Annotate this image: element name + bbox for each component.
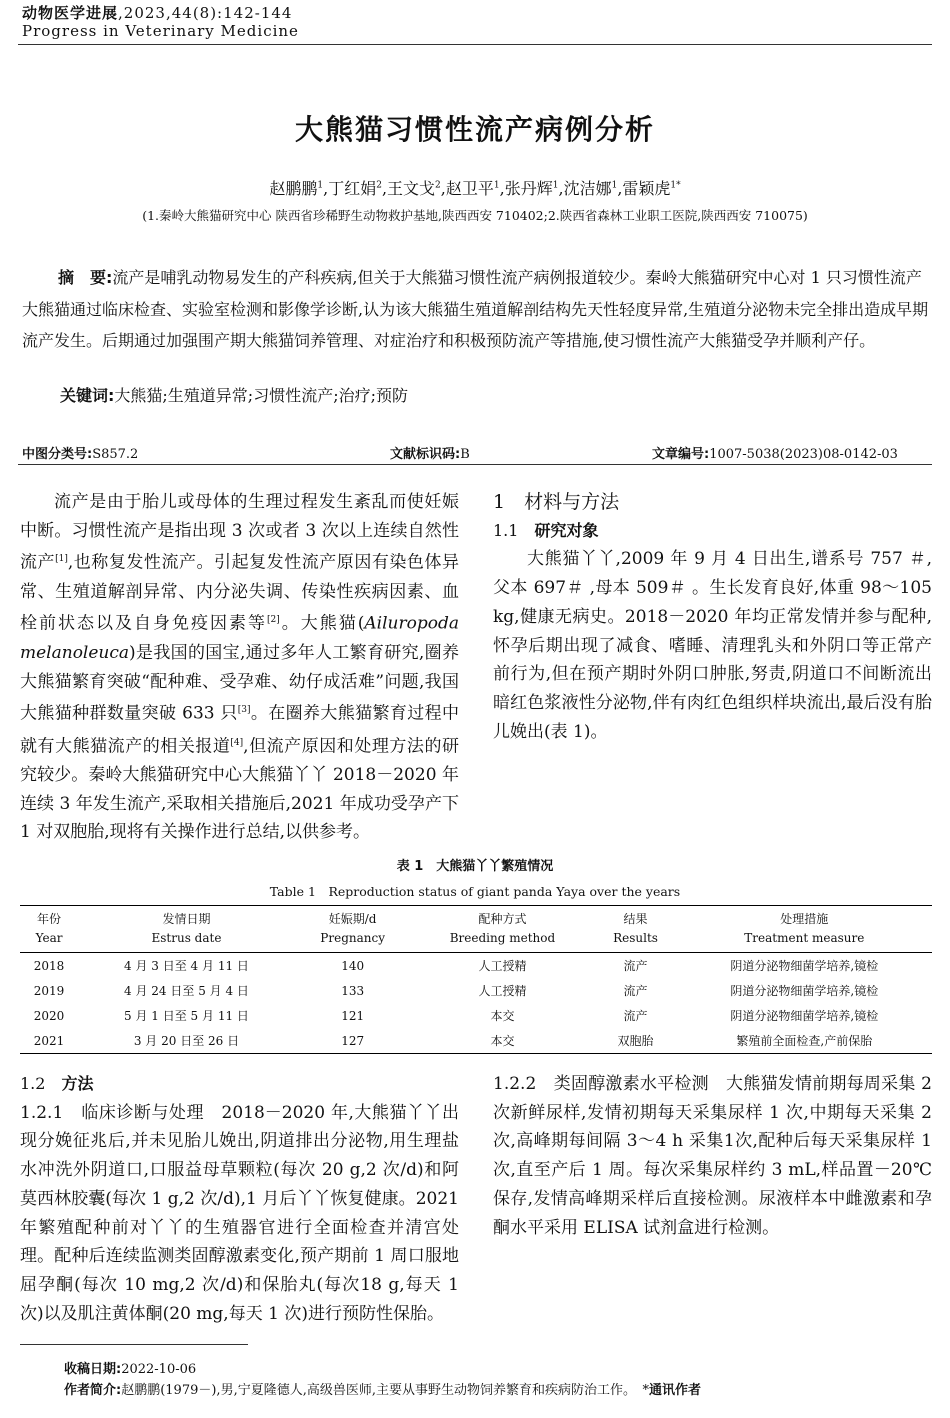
keywords-label: 关键词: (60, 386, 115, 405)
keywords (60, 383, 408, 406)
affiliation: (1.秦岭大熊猫研究中心 陕西省珍稀野生动物救护基地,陕西西安 710402;2.陕西省森林工业职工医院,陕西西安 710075) (142, 208, 808, 223)
method-paragraph (493, 1070, 932, 1242)
citation: [2] (267, 615, 280, 626)
table-cell: 2018 (33, 958, 65, 973)
author-mark: 1 (317, 180, 324, 191)
abstract-text: 流产是哺乳动物易发生的产科疾病,但关于大熊猫习惯性流产病例报道较少。秦岭大熊猫研究中心对 1 只习惯性流产大熊猫通过临床检查、实验室检测和影像学诊断,认为该大熊猫生殖道解剖结构先天性轻度异常,生殖道分泌物未完全排出造成早期流产发生。后期通过加强围产期大熊猫饲养管理、对症治疗和积极预防流产等措施,使习惯性流产大熊猫受孕并顺利产仔。 (22, 268, 929, 350)
reproduction-table (20, 905, 932, 1054)
body-upper (20, 488, 932, 848)
abstract (22, 262, 930, 357)
table-cell: 4 月 3 日至 4 月 11 日 (124, 959, 249, 973)
subsection-heading (493, 517, 932, 546)
table-cell: 2021 (33, 1033, 65, 1048)
author-name: 丁红娟 (328, 179, 377, 198)
author-bio (64, 1379, 701, 1398)
table-cell: 2020 (33, 1008, 65, 1023)
table-cell: 5 月 1 日至 5 月 11 日 (124, 1009, 249, 1023)
table-cell: 本交 (490, 1034, 515, 1048)
author-name: 沈洁娜 (563, 179, 612, 198)
document-code (390, 443, 470, 462)
table-header-row (20, 906, 932, 953)
subsection-title: 临床诊断与处理 (81, 1102, 204, 1123)
table-cell: 人工授精 (478, 984, 527, 998)
subsection-title: 类固醇激素水平检测 (553, 1074, 709, 1094)
table-row (20, 1003, 932, 1028)
header-en: Treatment measure (744, 931, 865, 945)
subsection-number: 1.2 (20, 1074, 46, 1093)
journal-header (22, 2, 292, 23)
table-cell: 阴道分泌物细菌学培养,镜检 (730, 1009, 879, 1023)
author-mark: 1* (670, 180, 681, 191)
journal-name-cn: 动物医学进展 (22, 4, 119, 22)
author-name: 张丹辉 (504, 179, 553, 198)
table-cell: 133 (341, 983, 365, 998)
header-en: Breeding method (449, 931, 556, 945)
meta-divider (18, 464, 932, 465)
header-cn: 妊娠期/d (328, 912, 377, 926)
table-cell: 流产 (623, 959, 648, 973)
header-cn: 配种方式 (478, 912, 527, 926)
table-cell: 2019 (33, 983, 65, 998)
subsection-title: 方法 (61, 1074, 94, 1093)
intro-text: ,也称复发性流产。引起复发性流产原因有染色体异常、生殖道解剖异常、内分泌失调、传染性疾病因素、血栓前状态以及自身免疫因素等 (20, 553, 460, 635)
method-text: 大熊猫发情前期每周采集 2 次新鲜尿样,发情初期每天采集尿样 1 次,中期每天采集 2 次,高峰期每间隔 3～4 h 采集1次,配种后每天采集尿样 1 次,直至产后 1 周。每次采集尿样约 3 mL,样品置－20℃保存,发情高峰期采样后直接检测。尿液样本中雌激素和孕酮水平采用 ELISA 试剂盒进行检测。 (493, 1074, 933, 1238)
intro-text: 流产是由于胎儿或母体的生理过程发生紊乱而使妊娠中断。习惯性流产是指出现 3 次或者 3 次以上连续自然性流产 (20, 492, 459, 574)
column-header (594, 906, 676, 953)
method-paragraph (20, 1099, 459, 1329)
method-text: 2018－2020 年,大熊猫丫丫出现分娩征兆后,并未见胎儿娩出,阴道排出分泌物,用生理盐水冲洗外阴道口,口服益母草颗粒(每次 20 g,2 次/d)和阿莫西林胶囊(每次 1 g,2 次/d),1 月后丫丫恢复健康。2021 年繁殖配种前对丫丫的生殖器官进行全面检查并清宫处理。配种后连续监测类固醇激素变化,预产期前 1 周口服地屈孕酮(每次 10 mg,2 次/d)和保胎丸(每次18 g,每天 1 次)以及肌注黄体酮(20 mg,每天 1 次)进行预防性保胎。 (20, 1102, 460, 1324)
subsection-title: 研究对象 (534, 520, 599, 540)
class-label: 中图分类号: (22, 447, 93, 462)
header-en: Year (35, 931, 63, 945)
article-label: 文章编号: (652, 447, 710, 462)
citation: [4] (230, 737, 244, 748)
header-cn: 结果 (623, 912, 648, 926)
intro-text: 。大熊猫( (279, 614, 365, 635)
table-cell: 4 月 24 日至 5 月 4 日 (124, 984, 249, 998)
column-header (295, 906, 411, 953)
class-value: S857.2 (92, 447, 139, 462)
subsection-number: 1.2.1 (20, 1102, 64, 1123)
author-mark: 1 (611, 180, 618, 191)
corresponding-mark: * (642, 1383, 649, 1398)
author-name: 王文戈 (387, 179, 436, 198)
intro-text: )是我国的国宝,通过多年人工繁育研究,圈养大熊猫繁育突破“配种难、受孕难、幼仔成活难”问题,我国大熊猫种群数量突破 633 只 (20, 642, 459, 724)
footnote-divider (20, 1344, 248, 1345)
intro-text: ,但流产原因和处理方法的研究较少。秦岭大熊猫研究中心大熊猫丫丫 2018－2020 年连续 3 年发生流产,采取相关措施后,2021 年成功受孕产下 1 对双胞胎,现将有关操作进行总结,以供参考。 (20, 736, 459, 843)
author-name: 雷颖虎 (622, 179, 671, 198)
citation: [3] (237, 705, 251, 716)
table-caption-en: Table 1 Reproduction status of giant panda Yaya over the years (269, 884, 681, 899)
author-bio-text: 赵鹏鹏(1979－),男,宁夏隆德人,高级兽医师,主要从事野生动物饲养繁育和疾病防治工作。 (121, 1383, 630, 1398)
species-name: Ailuropoda melanoleuca (20, 614, 459, 663)
header-divider (18, 44, 932, 45)
article-number (652, 443, 898, 462)
header-cn: 处理措施 (780, 912, 829, 926)
table-cell: 121 (341, 1008, 365, 1023)
subsection-heading (20, 1070, 459, 1099)
column-header (677, 906, 932, 953)
doc-label: 文献标识码: (390, 447, 461, 462)
header-en: Results (613, 931, 658, 945)
table-cell: 繁殖前全面检查,产前保胎 (736, 1034, 873, 1048)
table-cell: 本交 (490, 1009, 515, 1023)
section-heading: 1 材料与方法 (493, 491, 620, 513)
header-cn: 发情日期 (162, 912, 211, 926)
intro-text: 。在圈养大熊猫繁育过程中就有大熊猫流产的相关报道 (20, 703, 459, 757)
classification-number (22, 443, 138, 462)
author-mark: 2 (435, 180, 441, 191)
author-list: 赵鹏鹏$^1$,丁红娟$^2$,王文戈$^2$,赵卫平$^1$,张丹辉$^1$,沈洁娜$^1$,雷颖虎$^{1*}$ (269, 179, 681, 198)
citation: [1] (55, 554, 68, 565)
table-row (20, 1028, 932, 1054)
table-caption-cn: 表 1 大熊猫丫丫繁殖情况 (396, 859, 554, 874)
article-value: 1007-5038(2023)08-0142-03 (709, 447, 898, 462)
keywords-text: 大熊猫;生殖道异常;习惯性流产;治疗;预防 (114, 386, 408, 405)
doc-value: B (460, 447, 470, 462)
table-cell: 127 (341, 1033, 365, 1048)
author-bio-label: 作者简介: (64, 1383, 122, 1398)
received-value: 2022-10-06 (121, 1362, 197, 1377)
table-cell: 阴道分泌物细菌学培养,镜检 (730, 959, 879, 973)
table-row (20, 978, 932, 1003)
column-header (78, 906, 295, 953)
received-date (64, 1358, 196, 1377)
table-cell: 阴道分泌物细菌学培养,镜检 (730, 984, 879, 998)
body-lower (20, 1070, 932, 1332)
subject-paragraph: 大熊猫丫丫,2009 年 9 月 4 日出生,谱系号 757 ＃,父本 697＃ ,母本 509＃ 。生长发育良好,体重 98～105 kg,健康无病史。2018－2020 年均正常发情并参与配种,怀孕后期出现了减食、嗜睡、清理乳头和外阴口等正常产前行为,但在预产期时外阴口肿胀,努责,阴道口不间断流出暗红色浆液性分泌物,伴有肉红色组织样块流出,最后没有胎儿娩出(表 1)。 (493, 549, 932, 742)
column-header (20, 906, 78, 953)
table-cell: 双胞胎 (617, 1034, 654, 1048)
table-cell: 流产 (623, 984, 648, 998)
table-cell: 140 (341, 958, 365, 973)
journal-name-en: Progress in Veterinary Medicine (22, 22, 299, 40)
table-row (20, 953, 932, 979)
abstract-label: 摘 要: (58, 268, 113, 287)
table-cell: 流产 (623, 1009, 648, 1023)
author-mark: 1 (552, 180, 559, 191)
author-name: 赵卫平 (445, 179, 494, 198)
intro-paragraph (20, 488, 459, 847)
header-cn: 年份 (37, 912, 62, 926)
header-en: Estrus date (151, 931, 222, 945)
author-mark: 2 (376, 180, 382, 191)
journal-volume: ,2023,44(8):142-144 (118, 4, 293, 22)
corresponding-label: 通讯作者 (648, 1383, 701, 1398)
author-name: 赵鹏鹏 (269, 179, 318, 198)
author-mark: 1 (493, 180, 500, 191)
header-en: Pregnancy (320, 931, 385, 945)
table-cell: 人工授精 (478, 959, 527, 973)
page-title: 大熊猫习惯性流产病例分析 (294, 113, 655, 146)
subsection-number: 1.1 (493, 520, 519, 540)
subsection-number: 1.2.2 (493, 1074, 537, 1094)
received-label: 收稿日期: (64, 1362, 122, 1377)
column-header (410, 906, 594, 953)
table-cell: 3 月 20 日至 26 日 (133, 1034, 240, 1048)
